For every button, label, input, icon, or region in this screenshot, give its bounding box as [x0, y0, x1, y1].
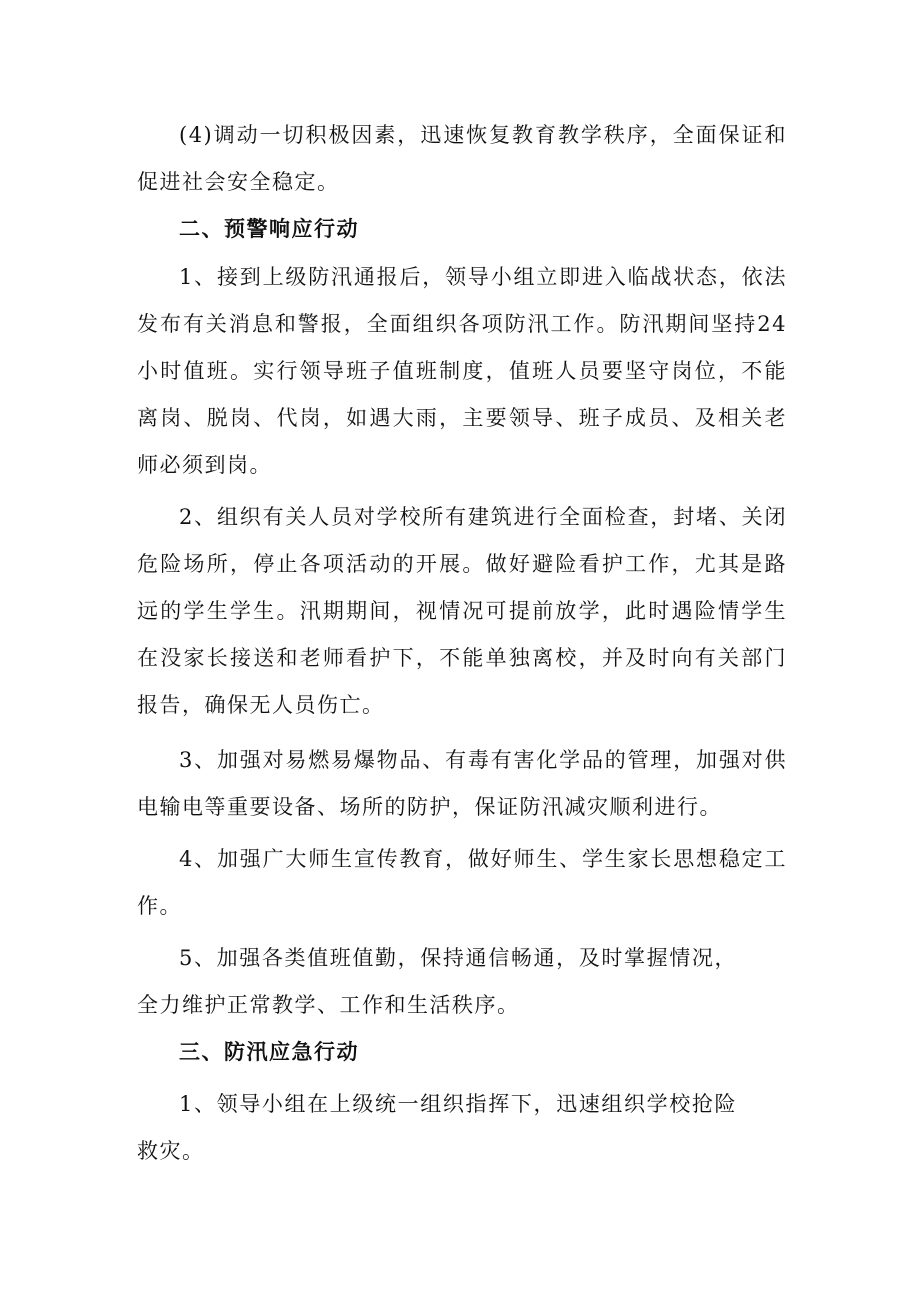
paragraph-2-2: 2、组织有关人员对学校所有建筑进行全面检查，封堵、关闭危险场所，停止各项活动的开展。做好避险看护工作，尤其是路远的学生学生。汛期期间，视情况可提前放学，此时遇险情学生在没家长接送和老师看护下，不能单独离校，并及时向有关部门报告，确保无人员伤亡。 — [137, 505, 787, 717]
paragraph-2-4: 4、加强广大师生宣传教育，做好师生、学生家长思想稳定工作。 — [137, 847, 787, 918]
paragraph-2-5: 5、加强各类值班值勤，保持通信畅通，及时掌握情况，全力维护正常教学、工作和生活秩序。 — [137, 946, 737, 1017]
paragraph-3-1: 1、领导小组在上级统一组织指挥下，迅速组织学校抢险救灾。 — [137, 1092, 737, 1163]
paragraph-item-4: (4)调动一切积极因素，迅速恢复教育教学秩序，全面保证和促进社会安全稳定。 — [137, 123, 787, 194]
paragraph-2-1: 1、接到上级防汛通报后，领导小组立即进入临战状态，依法发布有关消息和警报，全面组织各项防汛工作。防汛期间坚持24小时值班。实行领导班子值班制度，值班人员要坚守岗位，不能离岗、脱岗、代岗，如遇大雨，主要领导、班子成员、及相关老师必须到岗。 — [137, 265, 787, 477]
paragraph-2-3: 3、加强对易燃易爆物品、有毒有害化学品的管理，加强对供电输电等重要设备、场所的防护，保证防汛减灾顺利进行。 — [137, 748, 787, 819]
section-heading-2: 二、预警响应行动 — [179, 217, 359, 241]
section-heading-3: 三、防汛应急行动 — [179, 1040, 359, 1064]
